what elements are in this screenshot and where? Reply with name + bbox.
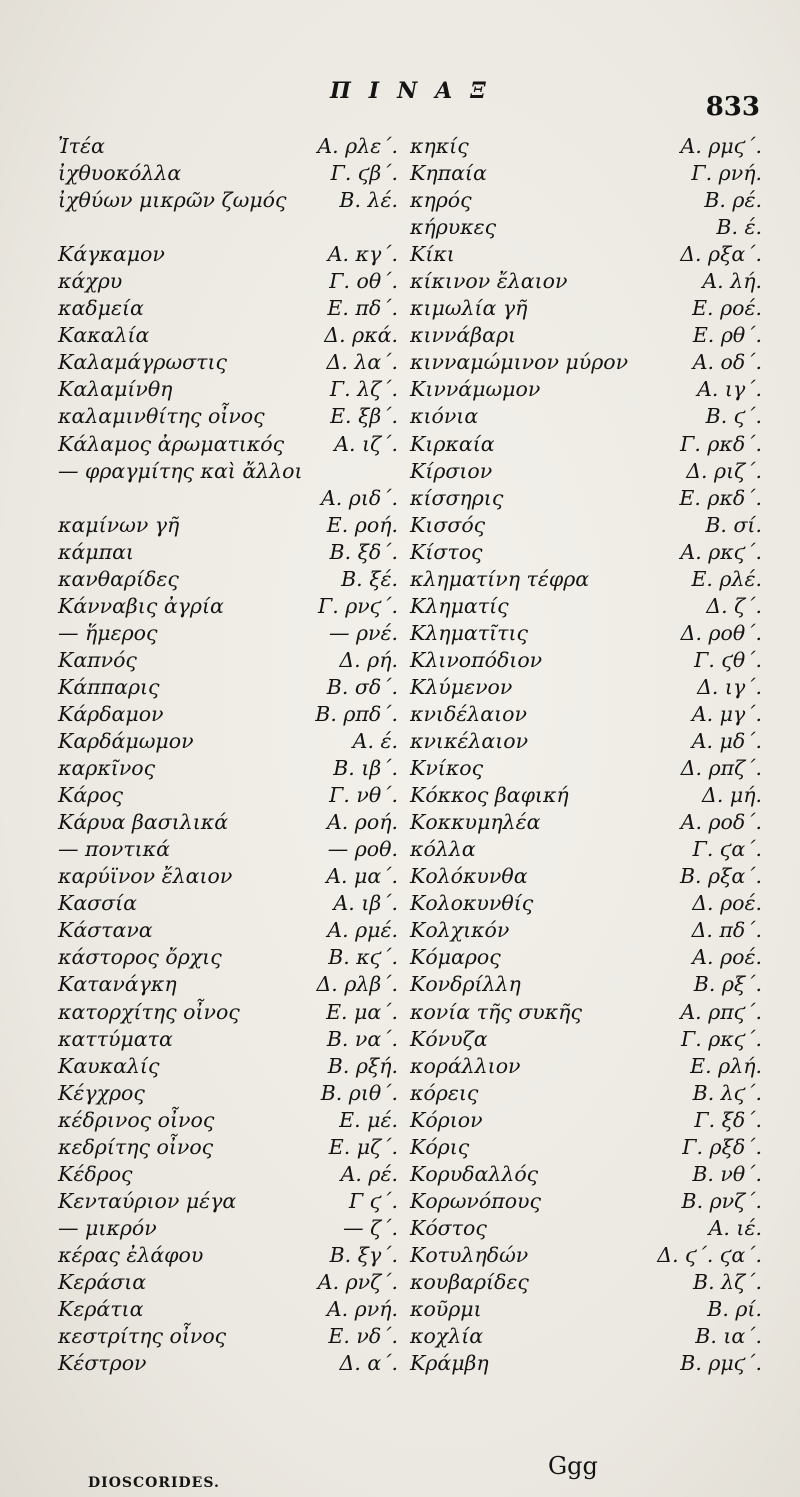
index-entry	[58, 458, 398, 485]
entry-reference: Γ. ρνϛ΄.	[317, 593, 398, 618]
index-entry	[58, 403, 398, 430]
entry-reference: Γ. ρξδ΄.	[682, 1134, 762, 1159]
entry-term: κίσσηρις	[410, 485, 504, 510]
index-entry	[410, 1134, 762, 1161]
entry-reference: Δ. ροθ΄.	[680, 620, 762, 645]
entry-term: Κολχικόν	[410, 918, 510, 943]
index-entry	[410, 1323, 762, 1350]
entry-term: Κίστος	[410, 539, 483, 564]
entry-term: κόλλα	[410, 837, 476, 862]
index-entry	[58, 809, 398, 836]
index-entry	[410, 376, 762, 403]
entry-term: κιννάβαρι	[410, 323, 517, 348]
entry-reference: Α. ρλε΄.	[317, 134, 398, 158]
entry-term: — ποντικά	[58, 837, 170, 862]
entry-term: Κάστανα	[58, 918, 153, 943]
index-entry	[58, 782, 398, 809]
index-entry	[410, 1053, 762, 1080]
index-entry	[410, 836, 762, 863]
index-entry	[58, 295, 398, 322]
entry-term: Κολοκυνθίς	[410, 891, 534, 916]
entry-reference: Δ. ρκά.	[324, 323, 398, 348]
entry-reference: Ε. ρκδ΄.	[679, 485, 762, 510]
entry-reference: Α. κγ΄.	[327, 242, 398, 267]
entry-reference: Β. λζ΄.	[693, 1269, 762, 1294]
entry-term: κήρυκες	[410, 215, 497, 240]
entry-term: κοράλλιον	[410, 1053, 521, 1078]
entry-term: Κνίκος	[410, 756, 484, 781]
entry-term: Κάγκαμον	[58, 242, 165, 267]
index-entry	[58, 512, 398, 539]
entry-reference: Δ. ζ΄.	[706, 593, 762, 618]
index-entry	[58, 1188, 398, 1215]
entry-reference: Β. ξγ΄.	[329, 1242, 398, 1267]
index-entry	[410, 485, 762, 512]
entry-reference: Α. ριδ΄.	[320, 485, 398, 510]
index-entry	[410, 863, 762, 890]
entry-term: κιμωλία γῆ	[410, 296, 528, 321]
entry-reference: Α. ιέ.	[708, 1215, 762, 1240]
entry-term: κονία τῆς συκῆς	[410, 999, 582, 1024]
index-entry	[58, 349, 398, 376]
index-entry	[58, 647, 398, 674]
entry-reference: Γ. ϛβ΄.	[330, 161, 398, 186]
index-entry	[410, 187, 762, 214]
entry-reference: Ε. μέ.	[339, 1107, 398, 1132]
entry-reference: Β. ρξα΄.	[679, 864, 762, 889]
index-entry	[410, 295, 762, 322]
entry-term: Κάππαρις	[58, 674, 160, 699]
index-entry	[58, 241, 398, 268]
entry-reference: Α. μδ΄.	[691, 729, 762, 754]
index-entry	[58, 1107, 398, 1134]
index-entry	[410, 403, 762, 430]
entry-reference: Α. ρέ.	[340, 1161, 398, 1186]
entry-term: Καλαμάγρωστις	[58, 350, 228, 375]
entry-term: Κορωνόπους	[410, 1188, 541, 1213]
entry-term: κέρας ἐλάφου	[58, 1242, 204, 1267]
entry-term: ἰχθύων μικρῶν ζωμός	[58, 188, 287, 213]
index-entry	[58, 1296, 398, 1323]
entry-term: κεστρίτης οἶνος	[58, 1324, 227, 1349]
entry-reference: Α. μα΄.	[326, 864, 398, 889]
entry-reference: Ε. ροή.	[326, 512, 398, 537]
entry-reference: Α. ροή.	[326, 810, 398, 835]
entry-term: κανθαρίδες	[58, 566, 179, 591]
entry-term: Κοτυληδών	[410, 1242, 529, 1267]
entry-reference: Γ. λζ΄.	[329, 377, 398, 402]
entry-reference: Ε. ρθ΄.	[692, 323, 762, 348]
entry-term: Καρδάμωμον	[58, 729, 194, 754]
page-header	[0, 78, 800, 122]
entry-term: Κεράτια	[58, 1297, 144, 1322]
entry-term: Κίρσιον	[410, 458, 493, 483]
index-entry	[410, 1026, 762, 1053]
index-entry	[410, 1269, 762, 1296]
index-entry	[58, 836, 398, 863]
entry-term: Κέγχρος	[58, 1080, 145, 1105]
entry-reference: Β. λέ.	[339, 188, 398, 213]
entry-reference: Γ ϛ΄.	[349, 1188, 398, 1213]
entry-term: Κάρδαμον	[58, 701, 164, 726]
index-entry	[410, 944, 762, 971]
entry-term: Καπνός	[58, 647, 137, 672]
index-entry	[58, 1080, 398, 1107]
entry-reference: Γ. ϛα΄.	[692, 837, 762, 862]
index-entry	[58, 187, 398, 214]
entry-reference: Α. μγ΄.	[691, 701, 762, 726]
entry-term: — μικρόν	[58, 1215, 157, 1240]
entry-term: Κακαλία	[58, 323, 150, 348]
index-entry	[410, 1296, 762, 1323]
entry-reference: Γ. ξδ΄.	[694, 1107, 762, 1132]
entry-term: Κλινοπόδιον	[410, 647, 543, 672]
entry-reference: Β. ρξή.	[327, 1053, 398, 1078]
entry-term: Καυκαλίς	[58, 1053, 160, 1078]
index-entry	[410, 431, 762, 458]
entry-reference: Δ. ροέ.	[692, 891, 762, 916]
index-entry	[410, 1080, 762, 1107]
index-entry	[410, 755, 762, 782]
entry-reference: Α. ρνζ΄.	[317, 1269, 398, 1294]
entry-reference: Β. ρπδ΄.	[315, 701, 398, 726]
entry-reference: Β. ρξ΄.	[693, 972, 762, 997]
entry-reference: Ε. ροέ.	[692, 296, 762, 321]
entry-term: κληματίνη τέφρα	[410, 566, 590, 591]
entry-term: Κληματῖτις	[410, 620, 528, 645]
index-entry	[58, 593, 398, 620]
entry-term: Κισσός	[410, 512, 486, 537]
index-entry	[410, 241, 762, 268]
entry-reference: Ε. ρλή.	[690, 1053, 762, 1078]
entry-term: Κατανάγκη	[58, 972, 177, 997]
entry-term: Κιννάμωμον	[410, 377, 541, 402]
entry-term: κουβαρίδες	[410, 1269, 529, 1294]
index-entry	[58, 701, 398, 728]
entry-reference: Α. ροδ΄.	[680, 810, 762, 835]
index-entry	[410, 539, 762, 566]
entry-term: Κορυδαλλός	[410, 1161, 539, 1186]
entry-reference: Δ. μή.	[702, 783, 762, 808]
entry-term: Κόκκος βαφική	[410, 783, 569, 808]
entry-term: κνικέλαιον	[410, 729, 529, 754]
index-entry	[410, 917, 762, 944]
index-entry	[58, 376, 398, 403]
entry-term: Κολόκυνθα	[410, 864, 528, 889]
entry-reference: Β. ρί.	[707, 1297, 762, 1322]
entry-term: κοῦρμι	[410, 1297, 482, 1322]
index-entry	[410, 214, 762, 241]
index-entry	[410, 349, 762, 376]
entry-reference: — ροθ.	[327, 837, 398, 862]
index-entry	[58, 485, 398, 512]
entry-term: κάμπαι	[58, 539, 134, 564]
entry-reference: Γ. ρκϛ΄.	[681, 1026, 762, 1051]
index-entry	[410, 593, 762, 620]
entry-reference: Β. ριθ΄.	[320, 1080, 398, 1105]
entry-reference: Δ. α΄.	[339, 1351, 398, 1376]
entry-term: Κόριον	[410, 1107, 483, 1132]
index-column-right	[410, 133, 762, 1377]
page-number: 833	[705, 92, 760, 122]
entry-reference: Β. λϛ΄.	[692, 1080, 762, 1105]
index-entry	[410, 1161, 762, 1188]
entry-term: Κλύμενον	[410, 674, 513, 699]
entry-term: Κηπαία	[410, 161, 487, 186]
entry-term: Κόρις	[410, 1134, 470, 1159]
entry-term: Κοκκυμηλέα	[410, 810, 541, 835]
index-entry	[410, 322, 762, 349]
index-entry	[58, 539, 398, 566]
entry-term: κινναμώμινον μύρον	[410, 350, 629, 375]
entry-reference: Δ. ρξα΄.	[680, 242, 762, 267]
entry-reference: Δ. ρλβ΄.	[316, 972, 398, 997]
index-entry	[58, 1242, 398, 1269]
entry-reference: Γ. οθ΄.	[329, 269, 398, 294]
entry-reference: Α. ιβ΄.	[333, 891, 398, 916]
entry-reference: Δ. πδ΄.	[691, 918, 762, 943]
entry-reference: Α. ρκϛ΄.	[680, 539, 762, 564]
entry-term: κάστορος ὄρχις	[58, 945, 222, 970]
entry-term: Κιρκαία	[410, 431, 495, 456]
index-entry	[58, 1134, 398, 1161]
entry-reference: Β. ξέ.	[341, 566, 398, 591]
entry-reference: Β. νθ΄.	[692, 1161, 762, 1186]
index-entry	[58, 863, 398, 890]
entry-reference: Α. ρνή.	[326, 1297, 398, 1322]
entry-term: Κέστρον	[58, 1351, 147, 1376]
entry-reference: — ζ΄.	[343, 1215, 398, 1240]
entry-term: κάχρυ	[58, 269, 123, 294]
entry-term: καρύϊνον ἔλαιον	[58, 864, 233, 889]
entry-reference: Ε. πδ΄.	[327, 296, 398, 321]
entry-term: Κασσία	[58, 891, 138, 916]
entry-term: ἰχθυοκόλλα	[58, 161, 182, 186]
entry-reference: Δ. ϛ΄. ϛα΄.	[657, 1242, 762, 1267]
index-entry	[58, 1215, 398, 1242]
entry-term: Κάνναβις ἀγρία	[58, 593, 224, 618]
index-entry	[410, 1188, 762, 1215]
index-entry	[58, 431, 398, 458]
entry-reference: Δ. ρή.	[339, 647, 398, 672]
index-entry	[410, 971, 762, 998]
entry-term: — φραγμίτης καὶ ἄλλοι	[58, 458, 303, 483]
index-entry	[410, 674, 762, 701]
entry-term: Κόμαρος	[410, 945, 501, 970]
index-entry	[58, 1323, 398, 1350]
entry-term: Κέδρος	[58, 1161, 133, 1186]
entry-reference: Β. ϛ΄.	[705, 404, 762, 429]
entry-reference: Γ. ϛθ΄.	[694, 647, 762, 672]
index-entry	[410, 160, 762, 187]
entry-reference: Β. σί.	[705, 512, 762, 537]
index-entry	[410, 701, 762, 728]
entry-term: Κόνυζα	[410, 1026, 488, 1051]
entry-reference: Ε. μα΄.	[326, 999, 398, 1024]
entry-term: Κίκι	[410, 242, 455, 267]
entry-reference: Α. λή.	[702, 269, 762, 294]
entry-reference: — ρνέ.	[328, 620, 398, 645]
entry-reference: Ε. ξβ΄.	[330, 404, 398, 429]
index-entry	[58, 620, 398, 647]
entry-term: κόρεις	[410, 1080, 479, 1105]
entry-term: Κάλαμος ἀρωματικός	[58, 431, 285, 456]
index-entry	[410, 647, 762, 674]
entry-term: κνιδέλαιον	[410, 701, 527, 726]
index-entry	[410, 728, 762, 755]
entry-reference: Β. ξδ΄.	[329, 539, 398, 564]
entry-reference: Γ. ρνή.	[691, 161, 762, 186]
index-entry	[410, 566, 762, 593]
entry-reference: Α. έ.	[352, 729, 398, 754]
entry-term: Κενταύριον μέγα	[58, 1188, 237, 1213]
entry-term: καρκῖνος	[58, 756, 156, 781]
index-entry	[410, 512, 762, 539]
entry-reference: Β. έ.	[716, 215, 762, 240]
entry-reference: Ε. νδ΄.	[328, 1324, 398, 1349]
entry-term: κατορχίτης οἶνος	[58, 999, 240, 1024]
entry-reference: Β. ρέ.	[704, 188, 762, 213]
index-entry	[58, 890, 398, 917]
index-entry	[410, 1107, 762, 1134]
entry-reference: Α. ιζ΄.	[334, 431, 398, 456]
entry-reference: Δ. ρπζ΄.	[680, 756, 762, 781]
index-entry	[58, 971, 398, 998]
entry-reference: Δ. ριζ΄.	[686, 458, 762, 483]
entry-reference: Α. ροέ.	[692, 945, 762, 970]
entry-reference: Β. σδ΄.	[326, 674, 398, 699]
index-entry	[58, 322, 398, 349]
index-entry	[58, 944, 398, 971]
footer-book-title: DIOSCORIDES.	[88, 1475, 220, 1491]
index-entry	[58, 1269, 398, 1296]
index-entry	[410, 133, 762, 160]
entry-term: καττύματα	[58, 1026, 173, 1051]
entry-term: καδμεία	[58, 296, 144, 321]
entry-term: Ἰτέα	[58, 134, 105, 158]
index-entry	[410, 1350, 762, 1377]
entry-reference: Γ. ρκδ΄.	[680, 431, 762, 456]
index-entry	[58, 214, 398, 241]
entry-term: Κόστος	[410, 1215, 487, 1240]
index-entry	[410, 268, 762, 295]
index-entry	[58, 133, 398, 160]
index-entry	[58, 1350, 398, 1377]
entry-term: κίκινον ἔλαιον	[410, 269, 568, 294]
signature-mark: Ggg	[548, 1452, 598, 1480]
entry-term: κιόνια	[410, 404, 479, 429]
entry-term: καμίνων γῆ	[58, 512, 180, 537]
entry-term: — ἥμερος	[58, 620, 158, 645]
index-entry	[410, 809, 762, 836]
entry-term: κηρός	[410, 188, 472, 213]
index-entry	[58, 566, 398, 593]
index-column-left	[58, 133, 398, 1377]
entry-term: κηκίς	[410, 134, 469, 158]
entry-reference: Ε. μζ΄.	[328, 1134, 398, 1159]
entry-reference: Β. ιβ΄.	[333, 756, 398, 781]
entry-reference: Β. ρνζ΄.	[681, 1188, 762, 1213]
index-entry	[58, 755, 398, 782]
index-entry	[58, 1053, 398, 1080]
entry-term: Κληματίς	[410, 593, 509, 618]
index-entry	[58, 728, 398, 755]
entry-term: Κράμβη	[410, 1351, 489, 1376]
entry-term: Καλαμίνθη	[58, 377, 173, 402]
entry-reference: Α. ιγ΄.	[697, 377, 762, 402]
entry-term: Κάρυα βασιλικά	[58, 810, 229, 835]
index-entry	[58, 1161, 398, 1188]
entry-reference: Β. ρμϛ΄.	[680, 1351, 762, 1376]
index-entry	[58, 674, 398, 701]
index-entry	[410, 458, 762, 485]
index-entry	[410, 1242, 762, 1269]
index-entry	[58, 917, 398, 944]
index-entry	[410, 782, 762, 809]
entry-reference: Α. ρμϛ΄.	[680, 134, 762, 158]
index-entry	[58, 999, 398, 1026]
entry-term: Κονδρίλλη	[410, 972, 521, 997]
entry-term: κέδρινος οἶνος	[58, 1107, 215, 1132]
entry-term: Κεράσια	[58, 1269, 147, 1294]
entry-term: Κάρος	[58, 783, 124, 808]
entry-reference: Α. ρμέ.	[327, 918, 398, 943]
entry-reference: Γ. νθ΄.	[329, 783, 398, 808]
entry-term: κεδρίτης οἶνος	[58, 1134, 214, 1159]
entry-reference: Ε. ρλέ.	[691, 566, 762, 591]
entry-reference: Β. κϛ΄.	[328, 945, 398, 970]
index-entry	[58, 160, 398, 187]
index-entry	[410, 999, 762, 1026]
entry-reference: Α. ρπϛ΄.	[680, 999, 762, 1024]
index-entry	[58, 1026, 398, 1053]
entry-reference: Δ. λα΄.	[326, 350, 398, 375]
entry-reference: Β. να΄.	[326, 1026, 398, 1051]
entry-term: καλαμινθίτης οἶνος	[58, 404, 265, 429]
index-entry	[410, 1215, 762, 1242]
index-entry	[58, 268, 398, 295]
entry-term: κοχλία	[410, 1324, 484, 1349]
page-title: ΠΙΝΑΞ	[330, 78, 504, 104]
index-entry	[410, 620, 762, 647]
index-entry	[410, 890, 762, 917]
entry-reference: Δ. ιγ΄.	[697, 674, 762, 699]
entry-reference: Α. οδ΄.	[692, 350, 762, 375]
entry-reference: Β. ια΄.	[695, 1324, 762, 1349]
